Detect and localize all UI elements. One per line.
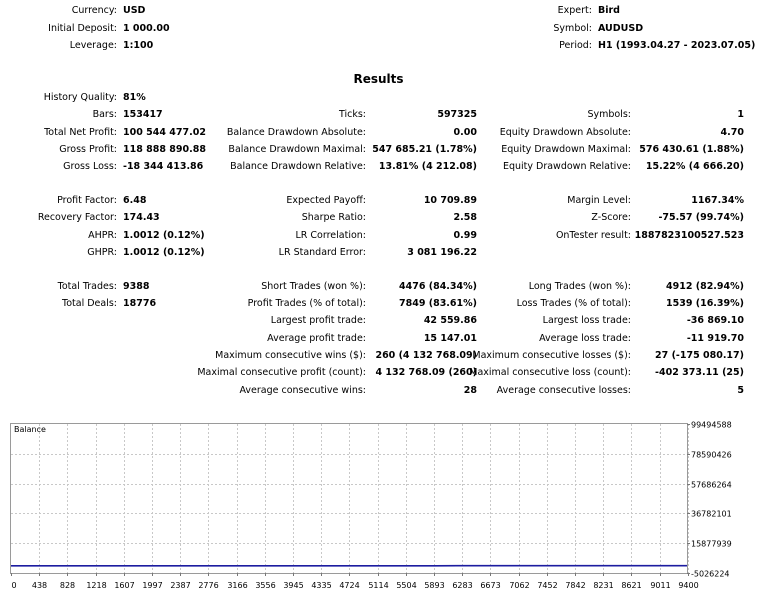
stat-label: Largest profit trade: [270, 315, 366, 326]
stat-value: 81% [123, 92, 146, 103]
stat-value: 13.81% (4 212.08) [378, 161, 477, 172]
stat-value: 18776 [123, 298, 157, 309]
x-tick-label: 7062 [509, 581, 530, 590]
x-tick-label: 2776 [198, 581, 219, 590]
leverage-label: Leverage: [69, 40, 117, 51]
stat-value: 6.48 [123, 195, 147, 206]
stat-label: Maximal consecutive profit (count): [197, 367, 366, 378]
stat-value: 174.43 [123, 212, 160, 223]
y-tick-label: 57686264 [691, 480, 732, 490]
stat-label: Balance Drawdown Maximal: [228, 144, 366, 155]
stat-label: Average consecutive losses: [496, 385, 631, 396]
x-tick-label: 9400 [678, 581, 699, 590]
symbol-label: Symbol: [553, 23, 592, 34]
stat-label: Long Trades (won %): [528, 281, 631, 292]
x-tick-label: 0 [11, 581, 17, 590]
x-tick-label: 3166 [227, 581, 248, 590]
stat-label: Total Trades: [57, 281, 117, 292]
stat-value: 4912 (82.94%) [666, 281, 744, 292]
period-label: Period: [559, 40, 592, 51]
stat-value: 4 132 768.09 (260) [375, 367, 477, 378]
stat-value: 9388 [123, 281, 150, 292]
stat-label: Maximal consecutive loss (count): [469, 367, 631, 378]
stat-label: Gross Loss: [63, 161, 117, 172]
x-tick-label: 5114 [368, 581, 389, 590]
stat-label: Margin Level: [567, 195, 631, 206]
stat-value: 42 559.86 [423, 315, 477, 326]
stat-value: 1 [737, 109, 744, 120]
stat-value: 4.70 [720, 127, 744, 138]
expert-label: Expert: [557, 5, 592, 16]
stat-value: 10 709.89 [423, 195, 477, 206]
stat-label: Sharpe Ratio: [301, 212, 366, 223]
balance-chart [0, 418, 757, 600]
stat-label: Symbols: [587, 109, 631, 120]
x-tick-label: 5893 [424, 581, 445, 590]
x-tick-label: 4335 [311, 581, 332, 590]
stat-label: Equity Drawdown Absolute: [499, 127, 631, 138]
stat-value: -11 919.70 [686, 333, 744, 344]
stat-label: Expected Payoff: [286, 195, 366, 206]
stat-value: -18 344 413.86 [123, 161, 204, 172]
y-tick-label: 99494588 [691, 420, 732, 430]
stat-value: 27 (-175 080.17) [655, 350, 744, 361]
stat-label: Total Deals: [62, 298, 117, 309]
initial-deposit-label: Initial Deposit: [48, 23, 117, 34]
x-tick-label: 438 [31, 581, 48, 590]
x-tick-label: 8231 [593, 581, 614, 590]
x-tick-label: 9011 [650, 581, 671, 590]
stat-label: Equity Drawdown Maximal: [501, 144, 631, 155]
chart-x-ticks [12, 573, 699, 590]
stat-value: 547 685.21 (1.78%) [372, 144, 477, 155]
stat-label: Short Trades (won %): [261, 281, 366, 292]
stat-value: 1887823100527.523 [634, 230, 744, 241]
stat-label: Average consecutive wins: [239, 385, 366, 396]
stat-label: Maximum consecutive losses ($): [472, 350, 631, 361]
y-tick-label: -5026224 [691, 569, 730, 579]
stat-value: 1167.34% [691, 195, 744, 206]
x-tick-label: 7842 [565, 581, 586, 590]
period-value: H1 (1993.04.27 - 2023.07.05) [598, 40, 756, 51]
stat-label: Average profit trade: [267, 333, 366, 344]
stat-label: Bars: [92, 109, 117, 120]
currency-label: Currency: [71, 5, 117, 16]
stat-value: 0.99 [453, 230, 477, 241]
x-tick-label: 3945 [283, 581, 304, 590]
stat-label: Largest loss trade: [542, 315, 631, 326]
stat-label: LR Correlation: [295, 230, 366, 241]
results-title: Results [353, 72, 404, 86]
x-tick-label: 4724 [339, 581, 360, 590]
stat-value: -402 373.11 (25) [655, 367, 744, 378]
stat-label: Equity Drawdown Relative: [502, 161, 631, 172]
stat-label: Balance Drawdown Relative: [230, 161, 366, 172]
y-tick-label: 15877939 [691, 539, 732, 549]
x-tick-label: 6283 [452, 581, 473, 590]
stat-value: 1.0012 (0.12%) [123, 247, 205, 258]
x-tick-label: 5504 [396, 581, 417, 590]
stat-value: 118 888 890.88 [123, 144, 206, 155]
stat-value: 260 (4 132 768.09) [375, 350, 477, 361]
stat-value: 597325 [437, 109, 477, 120]
stat-value: 3 081 196.22 [407, 247, 477, 258]
x-tick-label: 1607 [114, 581, 135, 590]
stat-value: 7849 (83.61%) [399, 298, 477, 309]
stat-label: History Quality: [43, 92, 117, 103]
x-tick-label: 8621 [621, 581, 642, 590]
stat-label: Recovery Factor: [37, 212, 117, 223]
stat-label: Gross Profit: [59, 144, 117, 155]
chart-y-ticks [687, 421, 732, 579]
stat-value: 576 430.61 (1.88%) [639, 144, 744, 155]
x-tick-label: 3556 [255, 581, 276, 590]
x-tick-label: 1218 [86, 581, 107, 590]
x-tick-label: 1997 [142, 581, 163, 590]
stat-label: AHPR: [88, 230, 117, 241]
stat-value: 28 [463, 385, 477, 396]
leverage-value: 1:100 [123, 40, 154, 51]
stat-label: GHPR: [87, 247, 117, 258]
stat-value: 4476 (84.34%) [399, 281, 477, 292]
initial-deposit-value: 1 000.00 [123, 23, 170, 34]
stat-value: -75.57 (99.74%) [658, 212, 744, 223]
stat-label: Profit Trades (% of total): [247, 298, 366, 309]
stat-value: 1539 (16.39%) [666, 298, 744, 309]
chart-title: Balance [14, 425, 46, 434]
stat-value: 15.22% (4 666.20) [645, 161, 744, 172]
stat-value: 153417 [123, 109, 163, 120]
expert-value: Bird [598, 5, 620, 16]
x-tick-label: 7452 [537, 581, 558, 590]
stat-label: Total Net Profit: [44, 127, 117, 138]
x-tick-label: 2387 [170, 581, 191, 590]
stat-label: Loss Trades (% of total): [516, 298, 631, 309]
stat-label: LR Standard Error: [278, 247, 366, 258]
x-tick-label: 6673 [480, 581, 501, 590]
stat-value: -36 869.10 [686, 315, 744, 326]
stat-value: 2.58 [453, 212, 477, 223]
x-tick-label: 828 [59, 581, 76, 590]
stat-label: Average loss trade: [539, 333, 631, 344]
stat-value: 0.00 [453, 127, 477, 138]
stat-label: OnTester result: [555, 230, 631, 241]
stat-value: 1.0012 (0.12%) [123, 230, 205, 241]
y-tick-label: 78590426 [691, 450, 732, 460]
stat-label: Maximum consecutive wins ($): [215, 350, 366, 361]
symbol-value: AUDUSD [598, 23, 644, 34]
currency-value: USD [123, 5, 146, 16]
stat-label: Balance Drawdown Absolute: [226, 127, 366, 138]
stat-label: Profit Factor: [57, 195, 117, 206]
stat-label: Ticks: [338, 109, 366, 120]
stat-label: Z-Score: [591, 212, 631, 223]
stat-value: 15 147.01 [423, 333, 477, 344]
y-tick-label: 36782101 [691, 509, 732, 519]
stat-value: 5 [737, 385, 744, 396]
stat-value: 100 544 477.02 [123, 127, 206, 138]
